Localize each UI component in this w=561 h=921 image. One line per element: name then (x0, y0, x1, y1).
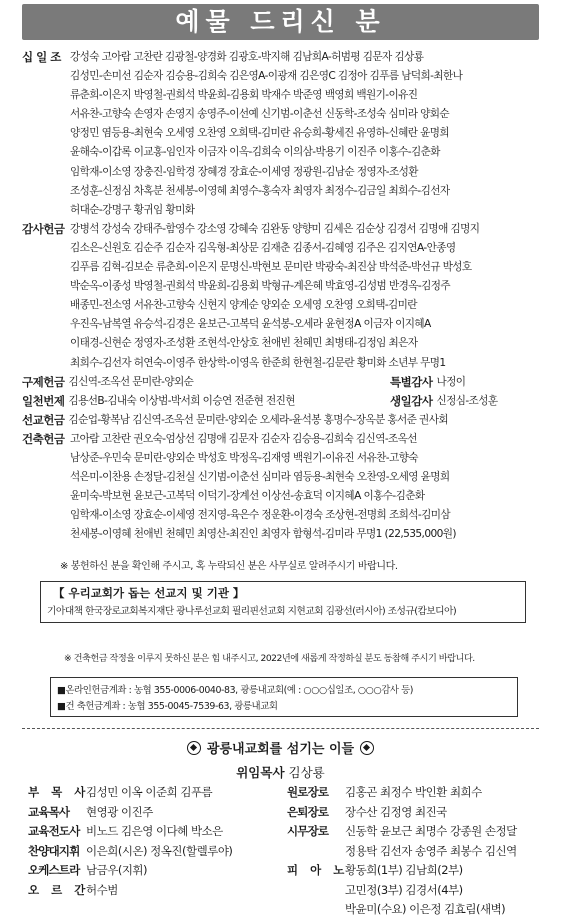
online-account: ■온라인헌금계좌 : 농협 355-0006-0040-83, 광릉내교회(예 : ○○○십일조, ○○○감사 등) (57, 685, 414, 696)
thousand-offering-names: 김용선B-김내숙 이상범-박서희 이승연 전준현 전진현 (68, 394, 295, 407)
staff-value: 남금우(지휘) (86, 863, 148, 877)
diamond-ornament-icon (360, 741, 374, 755)
staff-value: 비노드 김은영 이다혜 박소은 (86, 824, 223, 838)
senior-pastor (0, 763, 561, 781)
tithe-line: 양정민 염등용-최현숙 오세영 오찬영 오희택-김미란 유승희-황세진 유영하-신혜란 윤명희 (70, 127, 450, 140)
staff-value: 김홍곤 최정수 박인환 최희수 (345, 785, 482, 799)
staff-row (28, 842, 232, 862)
staff-right-column (287, 783, 517, 920)
staff-row (28, 783, 232, 803)
pastor-name: 김상룡 (288, 765, 325, 780)
staff-label: 교육전도사 (28, 824, 80, 838)
mission-offering-label: 선교헌금 (22, 412, 65, 427)
thousand-offering-label: 일천번제 (22, 393, 65, 408)
thanks-line: 강병석 강성숙 강태주-함영수 강소영 강혜숙 김완동 양향미 김세은 김순상 김경서 김명애 김명지 (70, 222, 480, 235)
page-title: 예물 드리신 분 (175, 7, 386, 36)
building-notice: ※ 건축헌금 작정을 이루지 못하신 분은 힘 내주시고, 2022년에 새롭게 작정하실 분도 동참해 주시기 바랍니다. (64, 653, 475, 664)
staff-label: 시무장로 (287, 824, 329, 838)
staff-heading (0, 738, 561, 757)
relief-row (22, 373, 542, 392)
staff-value: 고민정(3부) 김경서(4부) (345, 882, 463, 897)
thanks-line: 배종민-전소영 서유찬-고향숙 신현지 양계순 양외순 오세영 오찬영 오희택-김미란 (70, 299, 417, 312)
diamond-ornament-icon (187, 741, 201, 755)
tithe-line: 서유찬-고향숙 손영자 손영지 송영주-이선예 신기범-이춘선 신동학-조성숙 심미라 양회순 (70, 108, 450, 121)
relief-names: 김신역-조옥선 문미란-양외순 (68, 375, 194, 388)
staff-label: 오케스트라 (28, 863, 80, 877)
building-label: 건축헌금 (22, 431, 65, 446)
staff-value: 황동희(1부) 김남희(2부) (345, 863, 463, 877)
staff-row (28, 822, 232, 842)
staff-row (28, 861, 232, 881)
staff-row (287, 861, 517, 920)
mission-title: 【 우리교회가 돕는 선교지 및 기관 】 (53, 586, 245, 600)
staff-left-column (28, 783, 232, 900)
thanks-line: 이태경-신현순 정영자-조성환 조현석-안상호 천애빈 천혜민 최병태-김정임 최은자 (70, 337, 418, 350)
birthday-thanks-label: 생일감사 (390, 393, 433, 408)
staff-row (287, 803, 517, 823)
thanks-label: 감사헌금 (22, 221, 65, 236)
tithe-line: 조성훈-신정심 차혹분 천세봉-이영혜 최영수-홍숙자 최영자 최정수-김금일 최희수-김선자 (70, 184, 450, 197)
account-box (50, 677, 518, 717)
building-account: ■건 축헌금계좌 : 농협 355-0045-7539-63, 광릉내교회 (57, 701, 278, 712)
mission-box (40, 581, 526, 623)
staff-row (28, 803, 232, 823)
building-line: 윤미숙-박보현 윤보근-고복덕 이덕기-장계선 이상선-송효덕 이지혜A 이홍수-김춘화 (70, 490, 425, 503)
special-thanks-label: 특별감사 (390, 374, 433, 389)
staff-value: 정용탁 김선자 송영주 최봉수 김신역 (345, 843, 517, 858)
thanks-line: 최희수-김선자 허연숙-이영주 한상학-이영옥 한준희 한현철-김문란 황미화 소년부 무명1 (70, 356, 446, 369)
staff-label: 은퇴장로 (287, 804, 329, 819)
tithe-line: 임학재-이소영 장충진-임학경 장혜경 장효순-이세영 정광원-김남순 정영자-조성환 (70, 165, 418, 178)
staff-value: 신동학 윤보근 최명수 강종원 손정달 (345, 824, 517, 838)
thousand-offering-row (22, 392, 542, 411)
staff-label: 교육목사 (28, 804, 70, 819)
thanks-section (22, 220, 542, 373)
mission-offering-row (22, 411, 542, 430)
tithe-line: 강성숙 고아람 고찬란 김광철-양경화 김광호-박지해 김남희A-허범평 김문자 김상룡 (70, 51, 424, 63)
birthday-thanks-names: 신정심-조성훈 (436, 394, 498, 407)
tithe-line: 류춘희-이은지 박영철-권희석 박윤희-김용회 박재수 박준영 백영희 백원기-이유진 (70, 89, 418, 102)
mission-list: 기아대책 한국장로교회복지재단 광나루선교회 필리핀선교회 지현교회 김광선(러시아) 조성규(캄보디아) (47, 606, 457, 617)
staff-value: 이은희(시온) 정옥진(할렐루야) (86, 843, 233, 858)
staff-title: 광릉내교회를 섬기는 이들 (206, 742, 355, 757)
relief-label: 구제헌금 (22, 374, 65, 389)
building-line: 고아람 고찬란 권오숙-엄상선 김명애 김문자 김순자 김승용-김희숙 김신역-조옥선 (70, 432, 417, 445)
tithe-line: 김성민-손미선 김순자 김승용-김희숙 김은영A-이광재 김은영C 김정아 김푸름 남덕희-최한나 (70, 70, 463, 83)
staff-row (28, 881, 232, 901)
section-divider (22, 728, 539, 729)
offering-list (22, 48, 542, 544)
staff-row (287, 822, 517, 861)
staff-value: 현영광 이진주 (86, 804, 153, 819)
mission-offering-names: 김순업-황복남 김신역-조옥선 문미란-양외순 오세라-윤석봉 홍명수-장옥분 홍서준 권사회 (68, 413, 448, 426)
title-banner (22, 4, 539, 40)
tithe-section (22, 48, 542, 220)
staff-value: 김성민 이옥 이준희 김푸름 (86, 785, 213, 799)
omission-note: ※ 봉헌하신 분을 확인해 주시고, 혹 누락되신 분은 사무실로 알려주시기 바랍니다. (60, 561, 398, 572)
thanks-line: 박순옥-이종성 박영철-권희석 박윤희-김용회 박형규-계은혜 박효영-김성범 반경옥-김정주 (70, 280, 450, 293)
staff-label: 오 르 간 (28, 882, 90, 897)
thanks-line: 우진옥-남복열 유승석-김경은 윤보근-고복덕 윤석봉-오세라 윤현정A 이금자 이지혜A (70, 318, 431, 331)
thanks-line: 김푸름 김혁-김보순 류춘희-이은지 문명신-박현보 문미란 박광숙-최진삼 박석준-박선규 박성호 (70, 261, 472, 274)
staff-label: 피 아 노 (287, 863, 349, 877)
staff-label: 부 목 사 (28, 785, 90, 799)
building-line: 남상준-우민숙 문미란-양외순 박성호 박정옥-김재영 백원기-이유진 서유찬-고향숙 (70, 451, 418, 464)
tithe-label: 십 일 조 (22, 50, 61, 64)
building-line: 석은미-이찬용 손정달-김천실 신기범-이춘선 심미라 염등용-최현숙 오찬영-오세영 윤명희 (70, 471, 450, 484)
pastor-label: 위임목사 (236, 765, 285, 780)
building-line: 천세봉-이영혜 천애빈 천혜민 최영산-최진인 최영자 함형석-김미라 무명1 (22,535,000원) (70, 528, 456, 541)
building-line: 임학재-이소영 장효순-이세영 전지영-육은수 정운환-이경숙 조상현-전명희 조희석-김미삼 (70, 509, 450, 522)
staff-value: 허수범 (86, 882, 118, 897)
tithe-line: 허대순-강명구 황귀임 황미화 (70, 203, 195, 216)
building-section (22, 430, 542, 545)
special-thanks-names: 나정이 (436, 375, 466, 388)
tithe-line: 윤해숙-이갑록 이교홍-임인자 이금자 이옥-김희숙 이의삼-박용기 이진주 이홍수-김춘화 (70, 146, 440, 159)
staff-value: 장수산 김정영 최진국 (345, 804, 447, 819)
staff-value: 박윤미(수요) 이은정 김효림(새벽) (345, 902, 506, 916)
thanks-line: 김소은-신원호 김순주 김순자 김옥형-최상문 김재춘 김종서-김혜영 김주은 김지연A-안종영 (70, 241, 456, 254)
staff-label: 찬양대지휘 (28, 843, 80, 858)
staff-label: 원로장로 (287, 785, 329, 799)
staff-row (287, 783, 517, 803)
